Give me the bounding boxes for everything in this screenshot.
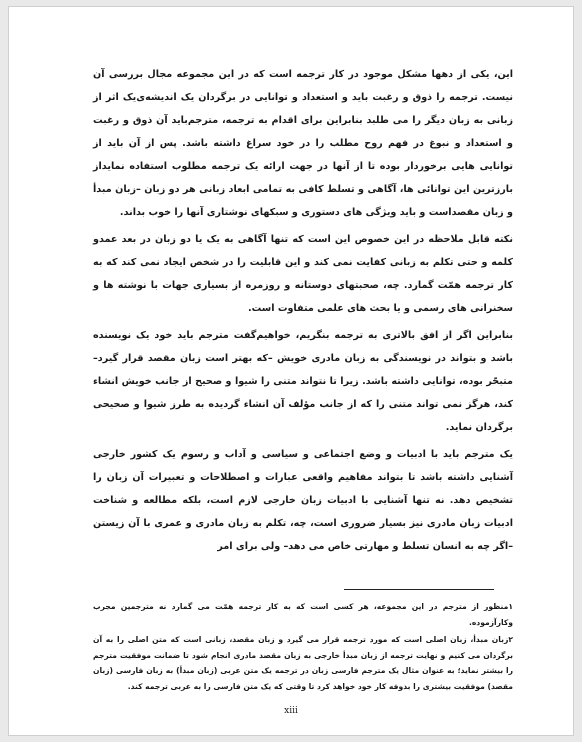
page-number: xiii [284,706,298,716]
document-page [8,6,574,736]
footnotes [93,599,513,696]
body-paragraph: بنابراین اگر از افق بالاتری به ترجمه بنگریم، خواهیم‌گفت مترجم باید خود یک نویسنده باشد و بتواند در نویسندگی به زبان مادری خویش –که بهتر است زبان مقصد قرار گیرد– متبحّر بوده، توانایی داشته باشد. زیرا تا نتواند متنی را شیوا و صحیح از جانب خویش انشاء کند، هرگز نمی تواند متنی را که از جانب مؤلف آن انشاء گردیده به طرز شیوا و صحیحی برگردان نماید. [93,330,513,433]
body-paragraph: نکته قابل ملاحظه در این خصوص این است که تنها آگاهی به یک یا دو زبان در بعد عمدو کلمه و حتی تکلم به زبانی کفایت نمی کند و این قابلیت را در شخص ایجاد نمی کند که به کار ترجمه همّت گمارد. چه، صحبتهای دوستانه و روزمره از بسیاری جهات با نوشته ها و سخنرانی های رسمی و یا بحث های علمی متفاوت است. [93,234,513,314]
body-paragraph: این، یکی از دهها مشکل موجود در کار ترجمه است که در این مجموعه مجال بررسی آن نیست. ترجمه را ذوق و رغبت باید و استعداد و توانایی در برگردان یک اندیشه‌ی‌یک اثر از زبانی به زبان دیگر را می طلبد بنابراین برای اقدام به ترجمه، مترجم‌باید آن ذوق و رغبت و استعداد و نبوغ در فهم روح مطلب را در خود سراغ داشته باشد. پس از آن باید از توانایی هایی برخوردار بوده تا از آنها در جهت ارائه یک ترجمه مطلوب استفاده نماید‌از بارزترین این توانائی ها، آگاهی و تسلط کافی به تمامی ابعاد زبانی هر دو زبان –زبان مبدأ و زبان مقصد‌است و باید ویژگی های دستوری و سبکهای نوشتاری آنها را خوب بداند. [93,69,513,218]
body-paragraph: یک مترجم باید با ادبیات و وضع اجتماعی و سیاسی و آداب و رسوم یک کشور خارجی آشنایی داشته باشد تا بتواند مفاهیم واقعی عبارات و اصطلاحات و تعبیرات آن زبان را تشخیص دهد. نه تنها آشنایی با ادبیات زبان خارجی لازم است، بلکه مطالعه و شناخت ادبیات زبان مادری نیز بسیار ضروری است، چه، تکلم به زبان مادری و عمری با آن زیستن –اگر چه به انسان تسلط و مهارتی خاص می دهد– ولی برای امر [93,449,513,552]
footnote-separator [344,589,494,590]
footnote: ۲زبان مبدأ، زبان اصلی است که مورد ترجمه قرار می گیرد و زبان مقصد، زبانی است که متن اصلی را به آن برگردان می کنیم و نهایت ترجمه از زبان مبدأ خارجی به زبان مقصد مادری انجام شود تا ضمانت موفقیت مترجم را بیشتر نماید؛ به عنوان مثال یک مترجم فارسی زبان در ترجمه یک متن عربی (زبان مبدأ) به زبان فارسی (زبان مقصد) موفقیت بیشتری را بدوفه کار خود خواهد کرد تا وقتی که یک متن فارسی را به عربی ترجمه کند. [93,635,513,691]
main-body-text [93,63,513,562]
footnote: ۱منظور از مترجم در این مجموعه، هر کسی است که به کار ترجمه همّت می گمارد نه مترجمین مجرب وکارآزموده. [93,602,513,627]
